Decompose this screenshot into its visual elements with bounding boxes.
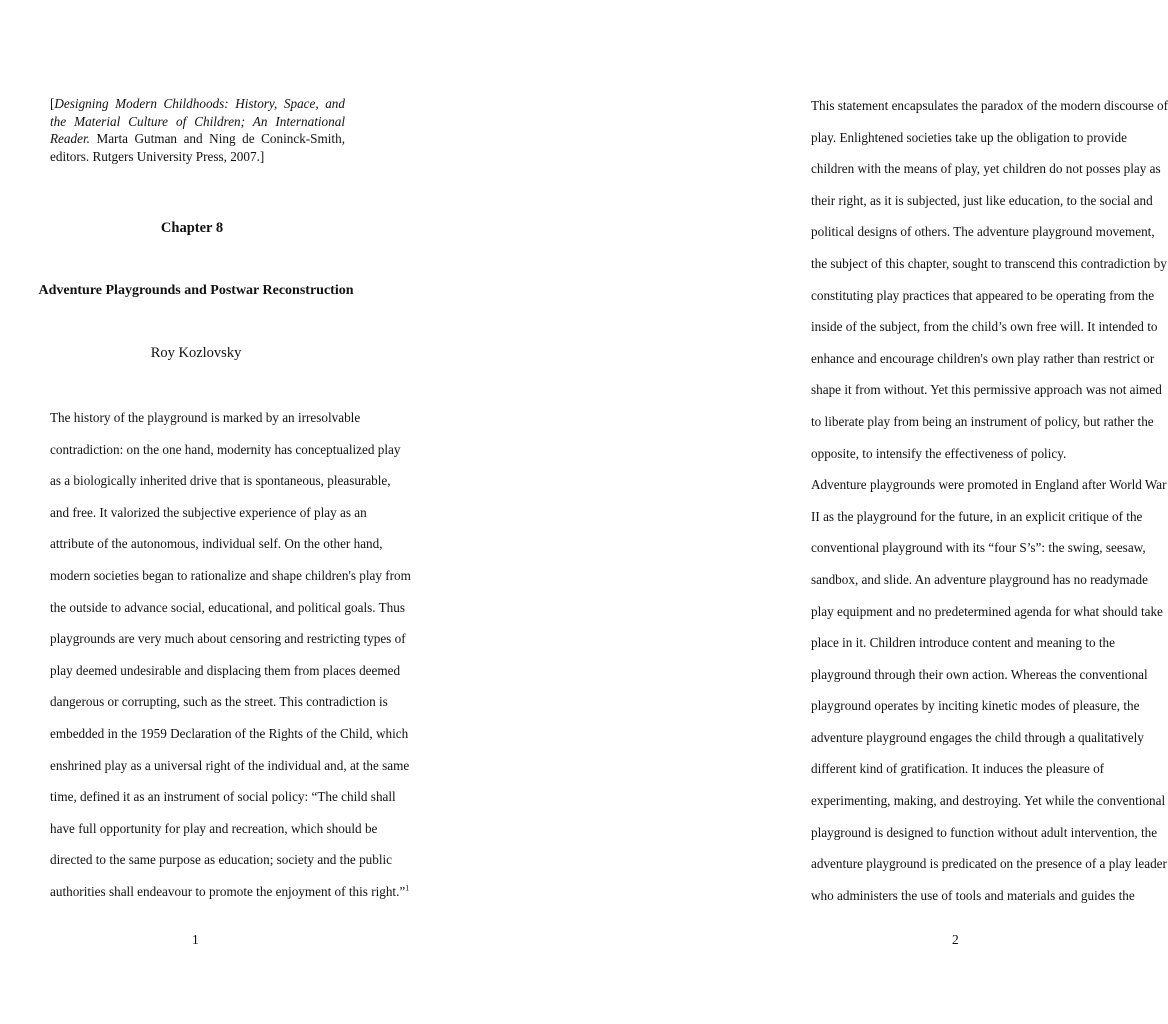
citation-book-title: Designing Modern Childhoods: History, Space, and the Material Culture of Children; An International Reader. xyxy=(50,96,345,146)
text-line: have full opportunity for play and recreation, which should be xyxy=(50,820,378,836)
text-line: place in it. Children introduce content and meaning to the xyxy=(811,635,1115,651)
text-line: as a biologically inherited drive that is spontaneous, pleasurable, xyxy=(50,473,391,489)
text-line: playground is designed to function without adult intervention, the xyxy=(811,824,1158,840)
text-line: playgrounds are very much about censoring and restricting types of xyxy=(50,631,406,647)
chapter-number: Chapter 8 xyxy=(160,220,224,236)
text-line: different kind of gratification. It induces the pleasure of xyxy=(811,761,1105,777)
text-line: and free. It valorized the subjective experience of play as an xyxy=(50,504,367,520)
left-page xyxy=(0,0,411,1024)
text-line: opposite, to intensify the effectiveness of policy. xyxy=(811,445,1067,461)
text-line: playground operates by inciting kinetic modes of pleasure, the xyxy=(811,698,1140,714)
text-line: play deemed undesirable and displacing them from places deemed xyxy=(50,662,401,678)
text-line: II as the playground for the future, in an explicit critique of the xyxy=(811,508,1143,524)
text-line: enhance and encourage children's own play rather than restrict or xyxy=(811,350,1155,366)
text-line: play. Enlightened societies take up the obligation to provide xyxy=(811,129,1127,145)
page-number-right: 2 xyxy=(952,932,959,947)
citation-note xyxy=(50,95,345,165)
text-line: the subject of this chapter, sought to transcend this contradiction by xyxy=(811,255,1167,271)
text-line: to liberate play from being an instrument of policy, but rather the xyxy=(811,413,1154,429)
text-line: enshrined play as a universal right of the individual and, at the same xyxy=(50,757,410,773)
text-line: play equipment and no predetermined agenda for what should take xyxy=(811,603,1163,619)
text-line: playground through their own action. Whereas the conventional xyxy=(811,666,1148,682)
right-page xyxy=(384,0,1168,1024)
text-line: dangerous or corrupting, such as the street. This contradiction is xyxy=(50,694,388,710)
text-line: modern societies began to rationalize and shape children's play from xyxy=(50,567,411,583)
text-line: The history of the playground is marked by an irresolvable xyxy=(50,410,361,425)
text-line: shape it from without. Yet this permissive approach was not aimed xyxy=(811,382,1162,398)
text-line: contradiction: on the one hand, modernity has conceptualized play xyxy=(50,441,401,457)
text-line: who administers the use of tools and materials and guides the xyxy=(811,887,1135,903)
text-line: political designs of others. The adventure playground movement, xyxy=(811,224,1155,240)
text-line: adventure playground engages the child through a qualitatively xyxy=(811,729,1144,745)
text-line: the outside to advance social, educational, and political goals. Thus xyxy=(50,599,405,615)
citation-open-bracket: [ xyxy=(50,96,55,111)
footnote-marker[interactable]: 1 xyxy=(405,883,410,893)
text-line: constituting play practices that appeared to be operating from the xyxy=(811,287,1155,303)
text-line: conventional playground with its “four S’s”: the swing, seesaw, xyxy=(811,540,1146,556)
text-line: inside of the subject, from the child’s own free will. It intended to xyxy=(811,319,1158,335)
chapter-title: Adventure Playgrounds and Postwar Reconstruction xyxy=(38,283,354,298)
text-line: directed to the same purpose as education; society and the public xyxy=(50,852,393,868)
text-line: attribute of the autonomous, individual self. On the other hand, xyxy=(50,536,383,552)
left-body-paragraph xyxy=(50,402,411,908)
text-line: adventure playground is predicated on the presence of a play leader xyxy=(811,856,1167,872)
page-number-left: 1 xyxy=(192,932,199,947)
text-line: authorities shall endeavour to promote the enjoyment of this right.”$^1$ xyxy=(50,883,410,899)
right-body-text xyxy=(811,90,1168,911)
text-line: embedded in the 1959 Declaration of the Rights of the Child, which xyxy=(50,725,409,741)
text-line: Adventure playgrounds were promoted in England after World War xyxy=(811,477,1167,493)
text-line: children with the means of play, yet children do not posses play as xyxy=(811,161,1161,177)
text-line: their right, as it is subjected, just like education, to the social and xyxy=(811,192,1153,208)
text-line: time, defined it as an instrument of social policy: “The child shall xyxy=(50,789,396,805)
author-name: Roy Kozlovsky xyxy=(150,345,242,361)
text-line: This statement encapsulates the paradox of the modern discourse of xyxy=(811,98,1168,113)
text-line: sandbox, and slide. An adventure playground has no readymade xyxy=(811,571,1148,587)
citation-editors: Marta Gutman and Ning de Coninck-Smith, editors. Rutgers University Press, 2007.] xyxy=(50,131,345,164)
text-line: experimenting, making, and destroying. Yet while the conventional xyxy=(811,793,1166,809)
